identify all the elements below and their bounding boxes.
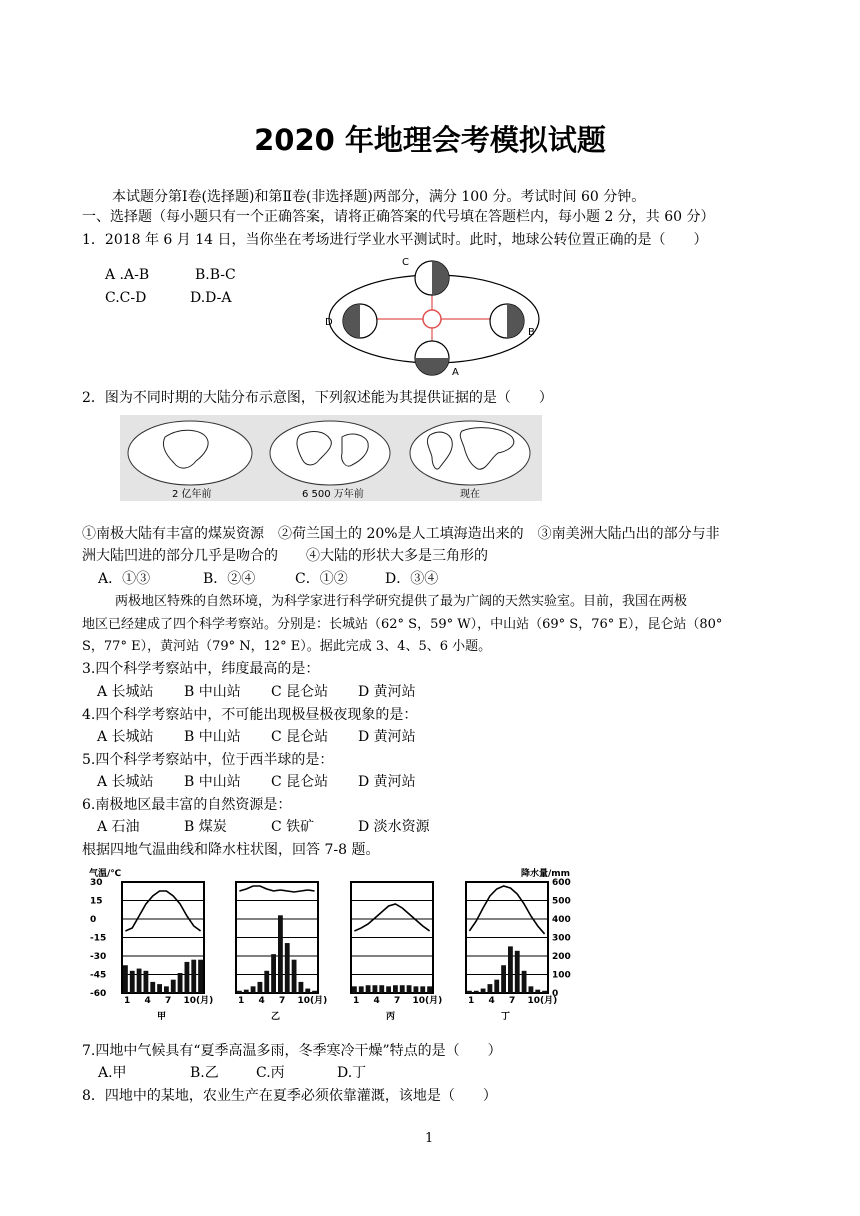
earth-icon-c: [415, 261, 449, 295]
q78-intro: 根据四地气温曲线和降水柱状图，回答 7-8 题。: [82, 842, 380, 858]
climate-panel-1: [236, 882, 327, 1022]
orbit-label-a: A: [452, 367, 459, 377]
rain-bar: [271, 954, 276, 993]
q2-option-d: D．③④: [385, 571, 439, 587]
q7-option-b: B.乙: [190, 1065, 219, 1081]
rain-bar: [123, 965, 128, 993]
orbit-label-b: B: [528, 327, 535, 338]
orbit-diagram: [322, 255, 552, 377]
rain-bar: [198, 960, 203, 993]
rain-bar: [352, 986, 357, 993]
rain-bar: [414, 986, 419, 993]
panel-label-2: 丙: [386, 1012, 396, 1022]
rain-bar: [373, 985, 378, 993]
temp-tick-3: -15: [90, 933, 107, 944]
earth-icon-b: [490, 304, 524, 338]
rain-ticks: [552, 878, 571, 999]
rain-bar: [501, 965, 506, 993]
page-title: 2020 年地理会考模拟试题: [254, 123, 606, 157]
q5-option-b: B 中山站: [184, 774, 241, 790]
rain-bar: [264, 971, 269, 993]
rain-bar: [292, 960, 297, 993]
temp-tick-2: 0: [90, 915, 97, 925]
q4-option-c: C 昆仑站: [271, 729, 329, 745]
q2-option-a: A．①③: [98, 571, 151, 587]
intro-text: 本试题分第Ⅰ卷(选择题)和第Ⅱ卷(非选择题)两部分，满分 100 分。考试时间 60 分钟。: [112, 189, 646, 205]
q6-option-d: D 淡水资源: [358, 819, 430, 835]
rain-bar: [285, 943, 290, 993]
map-label-2: 6 500 万年前: [302, 489, 364, 500]
rain-bar: [379, 985, 384, 993]
rain-tick-5: 100: [552, 970, 571, 981]
temp-tick-5: -45: [90, 970, 107, 981]
q4-option-a: A 长城站: [97, 729, 154, 745]
q2-option-b: B．②④: [203, 571, 256, 587]
rain-tick-0: 600: [552, 878, 571, 888]
rain-bar: [522, 971, 527, 993]
month-tick: 4: [488, 996, 495, 1006]
earth-icon-d: [343, 304, 377, 338]
q1-option-c: C.C-D: [105, 290, 147, 306]
q2-statements-line1: ①南极大陆有丰富的煤炭资源 ②荷兰国土的 20%是人工填海造出来的 ③南美洲大陆凸出的部分与非: [82, 526, 720, 542]
question-3-stem: 3.四个科学考察站中，纬度最高的是：: [82, 661, 320, 677]
question-4-stem: 4.四个科学考察站中，不可能出现极昼极夜现象的是：: [82, 707, 418, 723]
q6-option-b: B 煤炭: [184, 819, 227, 835]
q1-option-b: B.B-C: [195, 267, 236, 283]
temp-tick-6: -60: [90, 989, 107, 999]
passage-line2: 地区已经建成了四个科学考察站。分别是：长城站（62° S，59° W），中山站（69° S，76° E），昆仑站（80°: [82, 617, 723, 632]
month-tick: 10(月): [527, 996, 558, 1006]
q3-option-a: A 长城站: [97, 684, 154, 700]
climate-charts: [86, 864, 586, 1036]
q7-option-a: A.甲: [98, 1065, 127, 1081]
month-tick: 1: [353, 996, 360, 1006]
question-6-stem: 6.南极地区最丰富的自然资源是：: [82, 797, 292, 813]
month-tick: 10(月): [297, 996, 328, 1006]
rain-bar: [359, 986, 364, 993]
month-tick: 1: [468, 996, 475, 1006]
month-tick: 10(月): [183, 996, 214, 1006]
q6-option-a: A 石油: [97, 819, 140, 835]
rain-bar: [312, 991, 317, 993]
rain-bar: [474, 991, 479, 993]
rain-bar: [137, 969, 142, 993]
rain-bar: [185, 962, 190, 993]
q1-option-a: A .A-B: [105, 267, 150, 283]
panel-label-0: 甲: [157, 1012, 167, 1022]
rain-bar: [481, 989, 486, 993]
sun-icon: [423, 310, 441, 328]
month-tick: 7: [394, 996, 401, 1006]
month-tick: 4: [373, 996, 380, 1006]
month-tick: 4: [258, 996, 265, 1006]
temp-tick-0: 30: [90, 878, 103, 888]
month-tick: 10(月): [412, 996, 443, 1006]
q5-option-a: A 长城站: [97, 774, 154, 790]
rain-bar: [515, 951, 520, 993]
rain-bar: [237, 991, 242, 993]
temp-ticks: [90, 878, 106, 999]
page-number: 1: [425, 1131, 434, 1146]
rain-bar: [258, 982, 263, 993]
temp-axis-label: 气温/℃: [89, 869, 122, 879]
rain-bar: [178, 973, 183, 993]
rain-bar: [251, 986, 256, 993]
climate-panel-2: [351, 882, 442, 1022]
rain-bar: [157, 984, 162, 993]
rain-bar: [278, 915, 283, 993]
map-label-3: 现在: [460, 489, 480, 500]
passage-line3: S，77° E），黄河站（79° N，12° E）。据此完成 3、4、5、6 小题。: [82, 639, 492, 654]
question-7-stem: 7.四地中气候具有“夏季高温多雨，冬季寒冷干燥”特点的是（ ）: [82, 1043, 502, 1059]
rain-bar: [305, 989, 310, 993]
rain-bar: [420, 986, 425, 993]
question-1-stem: 1．2018 年 6 月 14 日，当你坐在考场进行学业水平测试时。此时，地球公转位置正确的是（ ）: [82, 232, 708, 248]
rain-bar: [244, 990, 249, 993]
question-8-stem: 8．四地中的某地，农业生产在夏季必须依靠灌溉，该地是（ ）: [82, 1088, 497, 1104]
rain-bar: [508, 946, 513, 993]
map-present: [410, 421, 530, 485]
rain-axis-label: 降水量/mm: [521, 869, 571, 879]
rain-bar: [150, 982, 155, 993]
q4-option-d: D 黄河站: [358, 729, 416, 745]
rain-bar: [494, 980, 499, 993]
rain-tick-4: 200: [552, 952, 571, 962]
q2-statements-line2: 洲大陆凹进的部分几乎是吻合的 ④大陆的形状大多是三角形的: [82, 548, 488, 564]
q1-option-d: D.D-A: [190, 290, 232, 306]
rain-bar: [171, 980, 176, 993]
rain-bar: [407, 985, 412, 993]
q2-option-c: C．①②: [295, 571, 348, 587]
panel-label-1: 乙: [271, 1012, 281, 1022]
map-label-1: 2 亿年前: [172, 489, 212, 500]
climate-panel-0: [122, 882, 213, 1022]
panel-label-3: 丁: [501, 1012, 511, 1022]
question-5-stem: 5.四个科学考察站中，位于西半球的是：: [82, 752, 334, 768]
month-tick: 1: [124, 996, 131, 1006]
orbit-label-c: C: [402, 257, 409, 268]
rain-bar: [299, 982, 304, 993]
orbit-label-d: D: [325, 317, 333, 328]
q6-option-c: C 铁矿: [271, 819, 315, 835]
rain-bar: [144, 971, 149, 993]
q7-option-d: D.丁: [337, 1065, 367, 1081]
rain-tick-3: 300: [552, 933, 571, 944]
map-200m-years: [128, 421, 252, 485]
month-tick: 7: [509, 996, 516, 1006]
rain-tick-1: 500: [552, 896, 571, 907]
temp-tick-4: -30: [90, 952, 107, 962]
section-heading: 一、选择题（每小题只有一个正确答案，请将正确答案的代号填在答题栏内，每小题 2 分，共 60 分）: [82, 209, 715, 225]
climate-panel-3: [466, 882, 557, 1022]
temp-tick-1: 15: [90, 896, 103, 907]
rain-bar: [529, 986, 534, 993]
rain-bar: [467, 991, 472, 993]
q7-option-c: C.丙: [256, 1065, 285, 1081]
rain-tick-6: 0: [552, 989, 559, 999]
rain-bar: [427, 986, 432, 993]
rain-bar: [386, 986, 391, 993]
q3-option-d: D 黄河站: [358, 684, 416, 700]
rain-bar: [191, 960, 196, 993]
rain-bar: [393, 985, 398, 993]
q5-option-c: C 昆仑站: [271, 774, 329, 790]
month-tick: 4: [144, 996, 151, 1006]
rain-bar: [488, 984, 493, 993]
earth-icon-a: [415, 341, 449, 375]
rain-bar: [400, 985, 405, 993]
q5-option-d: D 黄河站: [358, 774, 416, 790]
q3-option-c: C 昆仑站: [271, 684, 329, 700]
rain-bar: [366, 985, 371, 993]
passage-line1: 两极地区特殊的自然环境，为科学家进行科学研究提供了最为广阔的天然实验室。目前，我国在两极: [115, 594, 688, 609]
rain-bar: [130, 971, 135, 993]
q4-option-b: B 中山站: [184, 729, 241, 745]
map-65m-years: [270, 421, 390, 485]
continent-maps: [120, 415, 542, 501]
rain-bar: [542, 991, 547, 993]
month-tick: 7: [165, 996, 172, 1006]
rain-bar: [535, 990, 540, 993]
question-2-stem: 2．图为不同时期的大陆分布示意图，下列叙述能为其提供证据的是（ ）: [82, 390, 553, 406]
month-tick: 7: [279, 996, 286, 1006]
q3-option-b: B 中山站: [184, 684, 241, 700]
rain-tick-2: 400: [552, 915, 571, 925]
rain-bar: [164, 986, 169, 993]
month-tick: 1: [238, 996, 245, 1006]
